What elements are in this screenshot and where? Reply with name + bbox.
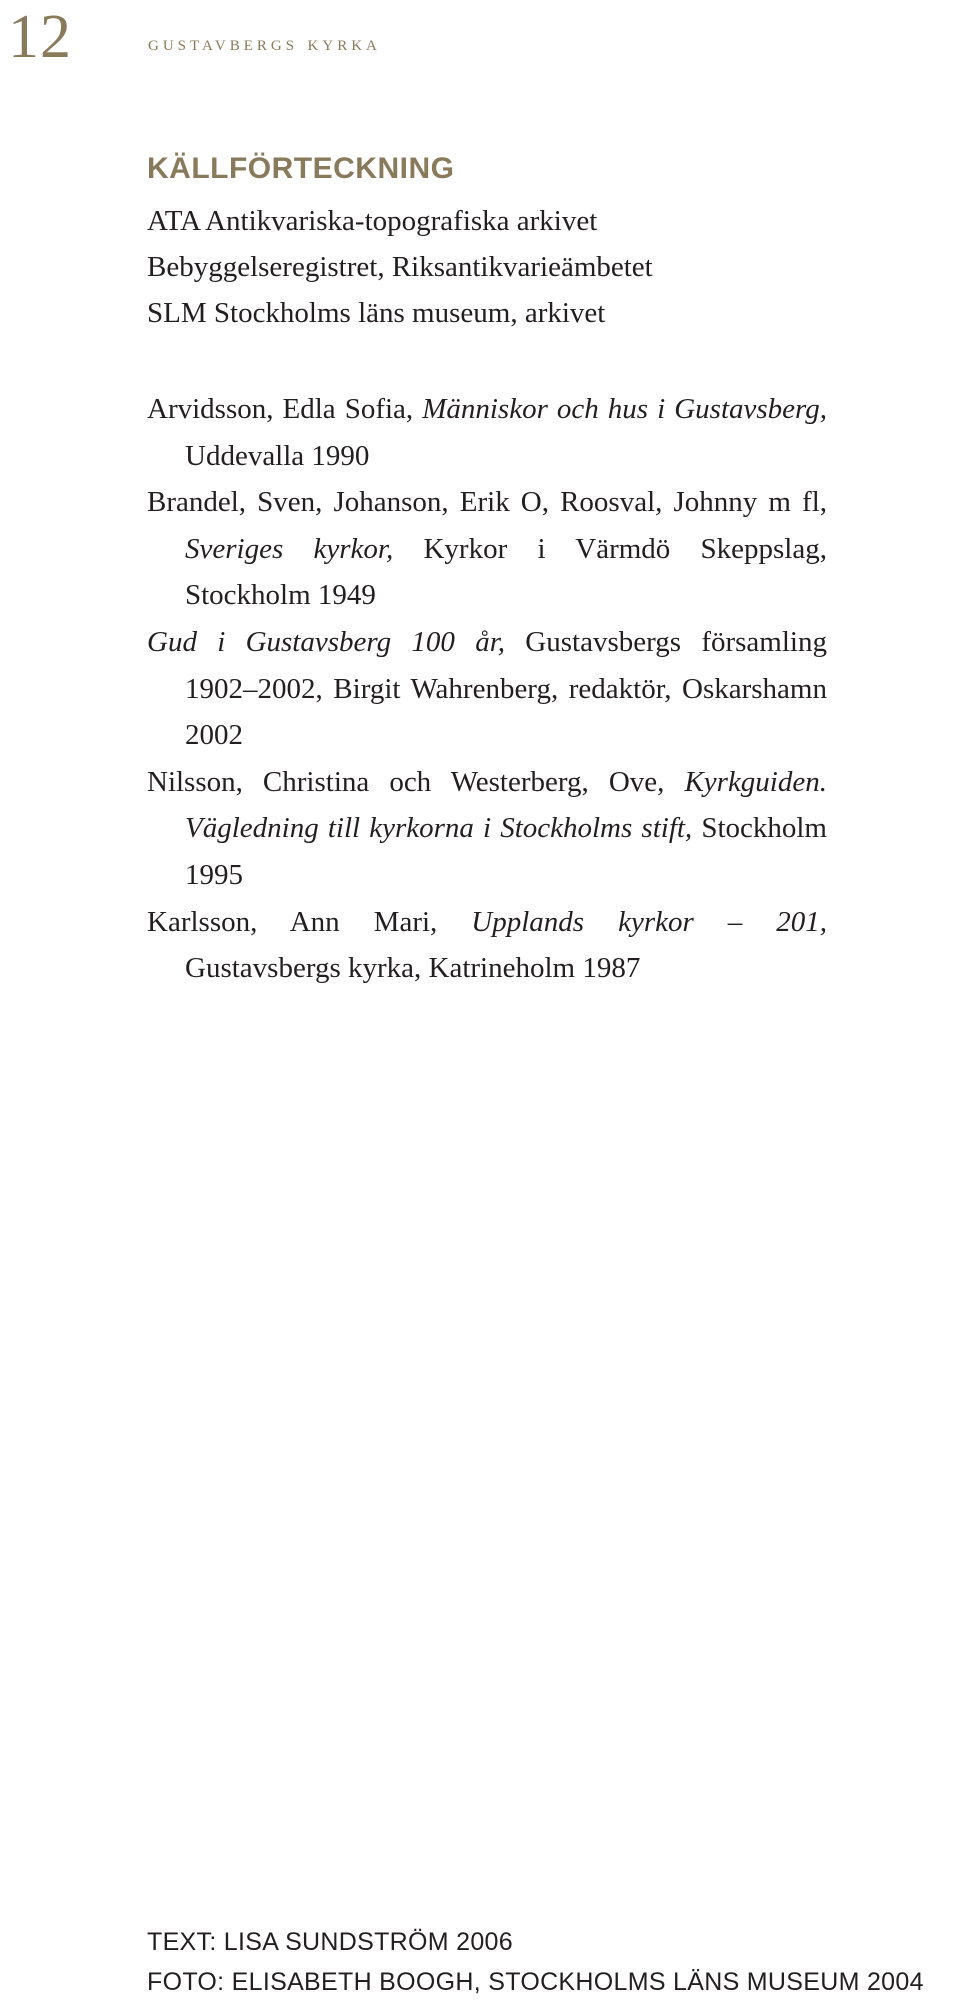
entry-author: Brandel, Sven, Johanson, Erik O, Roosval, Johnny m fl, <box>147 486 827 519</box>
entry-publication: Gustavsbergs kyrka, Katrineholm 1987 <box>185 952 641 985</box>
archive-item: Bebyggelseregistret, Riksantikvarieämbetet <box>147 251 653 283</box>
entry-author: Arvidsson, Edla Sofia, <box>147 393 423 425</box>
archive-item: SLM Stockholms läns museum, arkivet <box>147 297 606 329</box>
bibliography-entry <box>147 479 827 619</box>
bibliography-entry <box>147 759 827 899</box>
entry-title: Sveriges kyrkor, <box>185 532 394 565</box>
entry-title: Upplands kyrkor – 201, <box>471 905 827 938</box>
page-number: 12 <box>8 3 72 71</box>
entry-title: Kyrkguiden. Vägledning till kyrkorna i Stockholms stift, <box>185 765 827 845</box>
entry-publication: Stockholm 1995 <box>185 812 827 891</box>
entry-author: Nilsson, Christina och Westerberg, Ove, <box>147 765 685 798</box>
entry-publication: Kyrkor i Värmdö Skeppslag, Stockholm 1949 <box>185 532 827 612</box>
entry-title: Människor och hus i Gustavsberg, <box>422 393 827 425</box>
entry-publication: Gustavsbergs församling 1902–2002, Birgit Wahrenberg, redaktör, Oskarshamn 2002 <box>185 625 827 752</box>
archive-list <box>147 198 827 336</box>
archive-item: ATA Antikvariska-topografiska arkivet <box>147 205 598 237</box>
photo-credit: FOTO: ELISABETH BOOGH, STOCKHOLMS LÄNS MUSEUM 2004 <box>147 1968 924 1996</box>
section-title: KÄLLFÖRTECKNING <box>147 152 455 185</box>
bibliography-entry <box>147 899 827 992</box>
entry-author: Karlsson, Ann Mari, <box>147 905 472 938</box>
bibliography-entry <box>147 619 827 759</box>
bibliography-entry <box>147 386 827 479</box>
credits <box>147 1922 924 2002</box>
entry-title: Gud i Gustavsberg 100 år, <box>147 625 506 658</box>
entry-publication: Uddevalla 1990 <box>185 439 370 472</box>
bibliography <box>147 386 827 992</box>
running-head: gustavbergs kyrka <box>148 30 381 55</box>
text-credit: TEXT: LISA SUNDSTRÖM 2006 <box>147 1928 513 1956</box>
